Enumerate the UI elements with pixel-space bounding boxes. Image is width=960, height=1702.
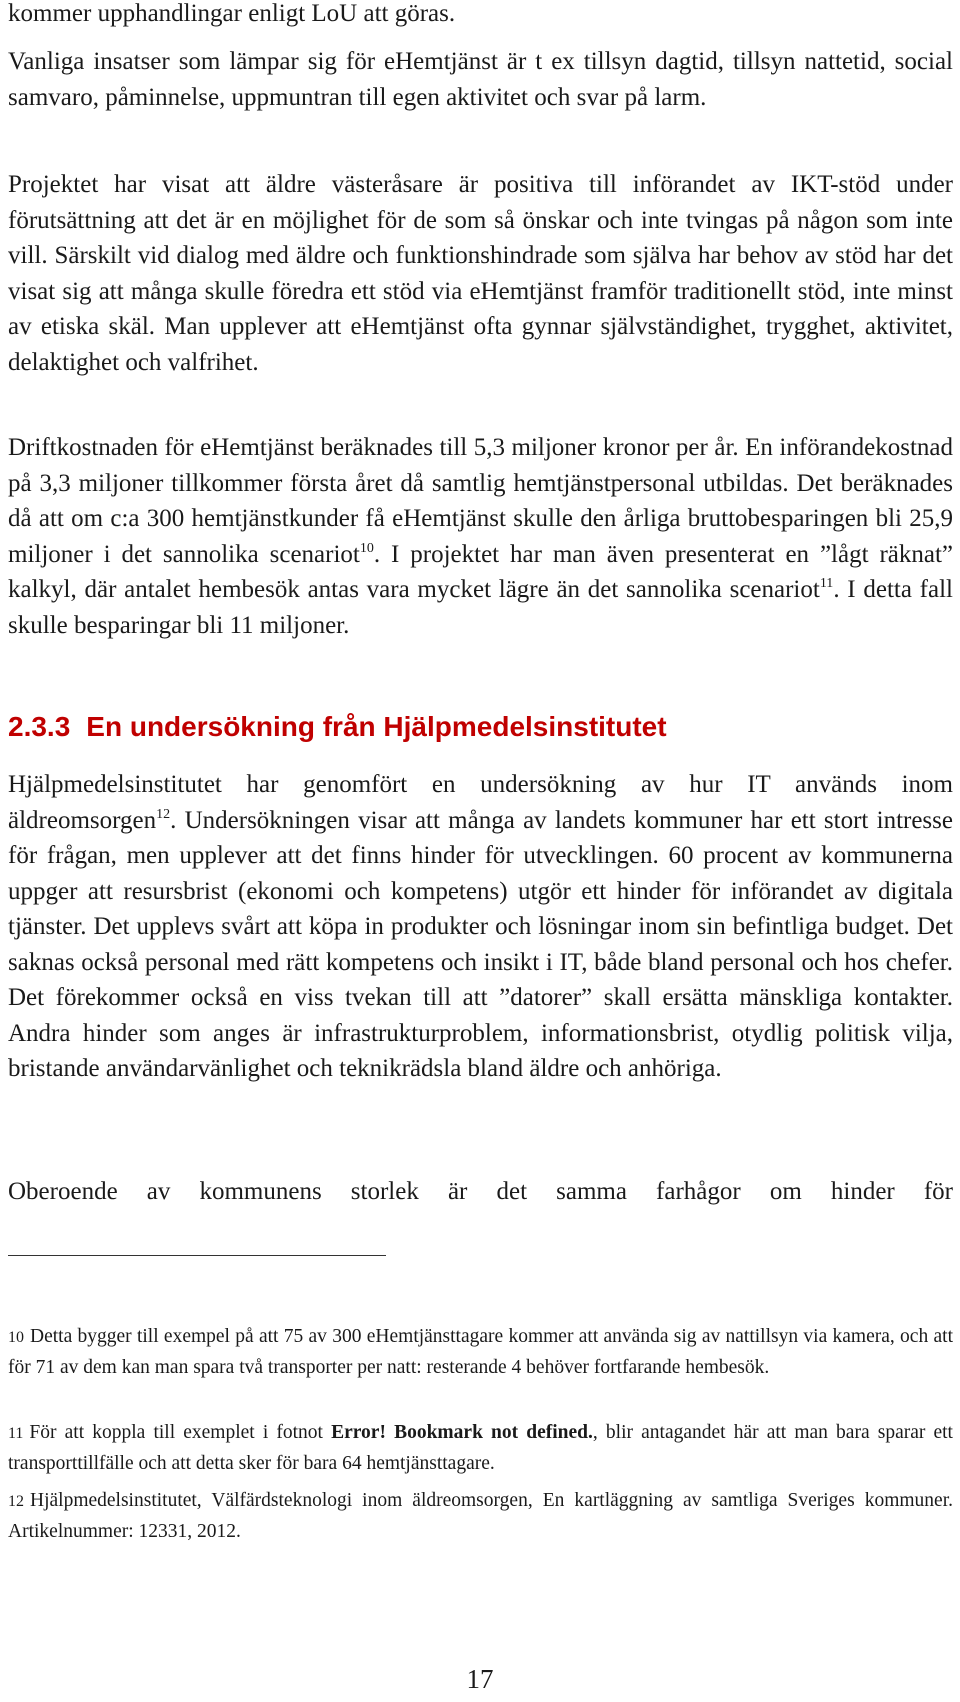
footnote-text: Detta bygger till exempel på att 75 av 300 eHemtjänsttagare kommer att använda sig av nattillsyn via kamera, och att för 71 av dem kan man spara två transporter per natt: resterande 4 behöver fortfarande hembesök.	[8, 1326, 953, 1378]
footnote-12	[8, 1486, 953, 1547]
footnote-text: Hjälpmedelsinstitutet, Välfärdsteknologi inom äldreomsorgen, En kartläggning av samtliga Sveriges kommuner. Artikelnummer: 12331, 2012.	[8, 1490, 953, 1542]
paragraph-text: . I projektet har man även presenterat en ”lågt räknat” kalkyl, där antalet hembesök antas vara mycket lägre än det sannolika scenariot	[8, 540, 954, 603]
footnote-number: 11	[8, 1425, 24, 1442]
footnote-error-text: Error! Bookmark not defined.	[331, 1422, 593, 1443]
footnote-text: För att koppla till exemplet i fotnot	[29, 1422, 332, 1443]
paragraph-text: . Undersökningen visar att många av landets kommuner har ett stort intresse för frågan, men upplever att det finns hinder för utvecklingen. 60 procent av kommunerna uppger att resursbrist (ekonomi och kompetens) utgör ett hinder för införandet av digitala tjänster. Det upplevs svårt att köpa in produkter och lösningar inom sin befintliga budget. Det saknas också personal med rätt kompetens och insikt i IT, både bland personal och hos chefer. Det förekommer också en viss tvekan till att ”datorer” skall ersätta mänskliga kontakter. Andra hinder som anges är infrastrukturproblem, informationsbrist, otydlig politisk vilja, bristande användarvänlighet och teknikrädsla bland äldre och anhöriga.	[8, 806, 953, 1082]
paragraph-text: Hjälpmedelsinstitutet har genomfört en undersökning av hur IT används inom äldreomsorgen	[8, 771, 953, 834]
footnote-separator	[8, 1255, 386, 1256]
footnote-ref-12[interactable]: 12	[156, 806, 171, 822]
paragraph-continuation: kommer upphandlingar enligt LoU att göras.	[8, 0, 456, 27]
footnote-ref-11[interactable]: 11	[819, 576, 834, 591]
paragraph-driftkostnad	[8, 430, 953, 643]
paragraph-hjalpmedelsinstitutet	[8, 767, 953, 1087]
page-number: 17	[466, 1664, 494, 1694]
footnote-ref-10[interactable]: 10	[359, 540, 374, 556]
paragraph-ehemtjanst-insatser: Vanliga insatser som lämpar sig för eHemtjänst är t ex tillsyn dagtid, tillsyn nattetid, social samvaro, påminnelse, uppmuntran till egen aktivitet och svar på larm.	[8, 48, 953, 111]
footnote-text: , blir antagandet här att man bara sparar ett transporttillfälle och att detta sker för bara 64 hemtjänsttagare.	[8, 1422, 953, 1474]
paragraph-oberoende: Oberoende av kommunens storlek är det samma farhågor om hinder för	[8, 1178, 953, 1205]
paragraph-text: . I detta fall skulle besparingar bli 11 miljoner.	[8, 576, 953, 639]
section-number: 2.3.3	[8, 711, 71, 742]
section-title: En undersökning från Hjälpmedelsinstitutet	[86, 711, 667, 742]
footnote-number: 12	[8, 1493, 24, 1510]
paragraph-projektet: Projektet har visat att äldre västeråsare är positiva till införandet av IKT-stöd under förutsättning att det är en möjlighet för de som så önskar och inte tvingas på någon som inte vill. Särskilt vid dialog med äldre och funktionshindrade som själva har behov av stöd har det visat sig att många skulle föredra ett stöd via eHemtjänst framför traditionellt stöd, inte minst av etiska skäl. Man upplever att eHemtjänst ofta gynnar självständighet, trygghet, aktivitet, delaktighet och valfrihet.	[8, 171, 953, 376]
section-heading	[8, 708, 667, 746]
footnote-10	[8, 1322, 953, 1383]
footnote-number: 10	[8, 1329, 24, 1346]
footnote-11	[8, 1418, 953, 1479]
paragraph-text: Driftkostnaden för eHemtjänst beräknades till 5,3 miljoner kronor per år. En införandekostnad på 3,3 miljoner tillkommer första året då samtlig hemtjänstpersonal utbildas. Det beräknades då att om c:a 300 hemtjänstkunder få eHemtjänst skulle den årliga bruttobesparingen bli 25,9 miljoner i det sannolika scenariot	[8, 434, 953, 568]
